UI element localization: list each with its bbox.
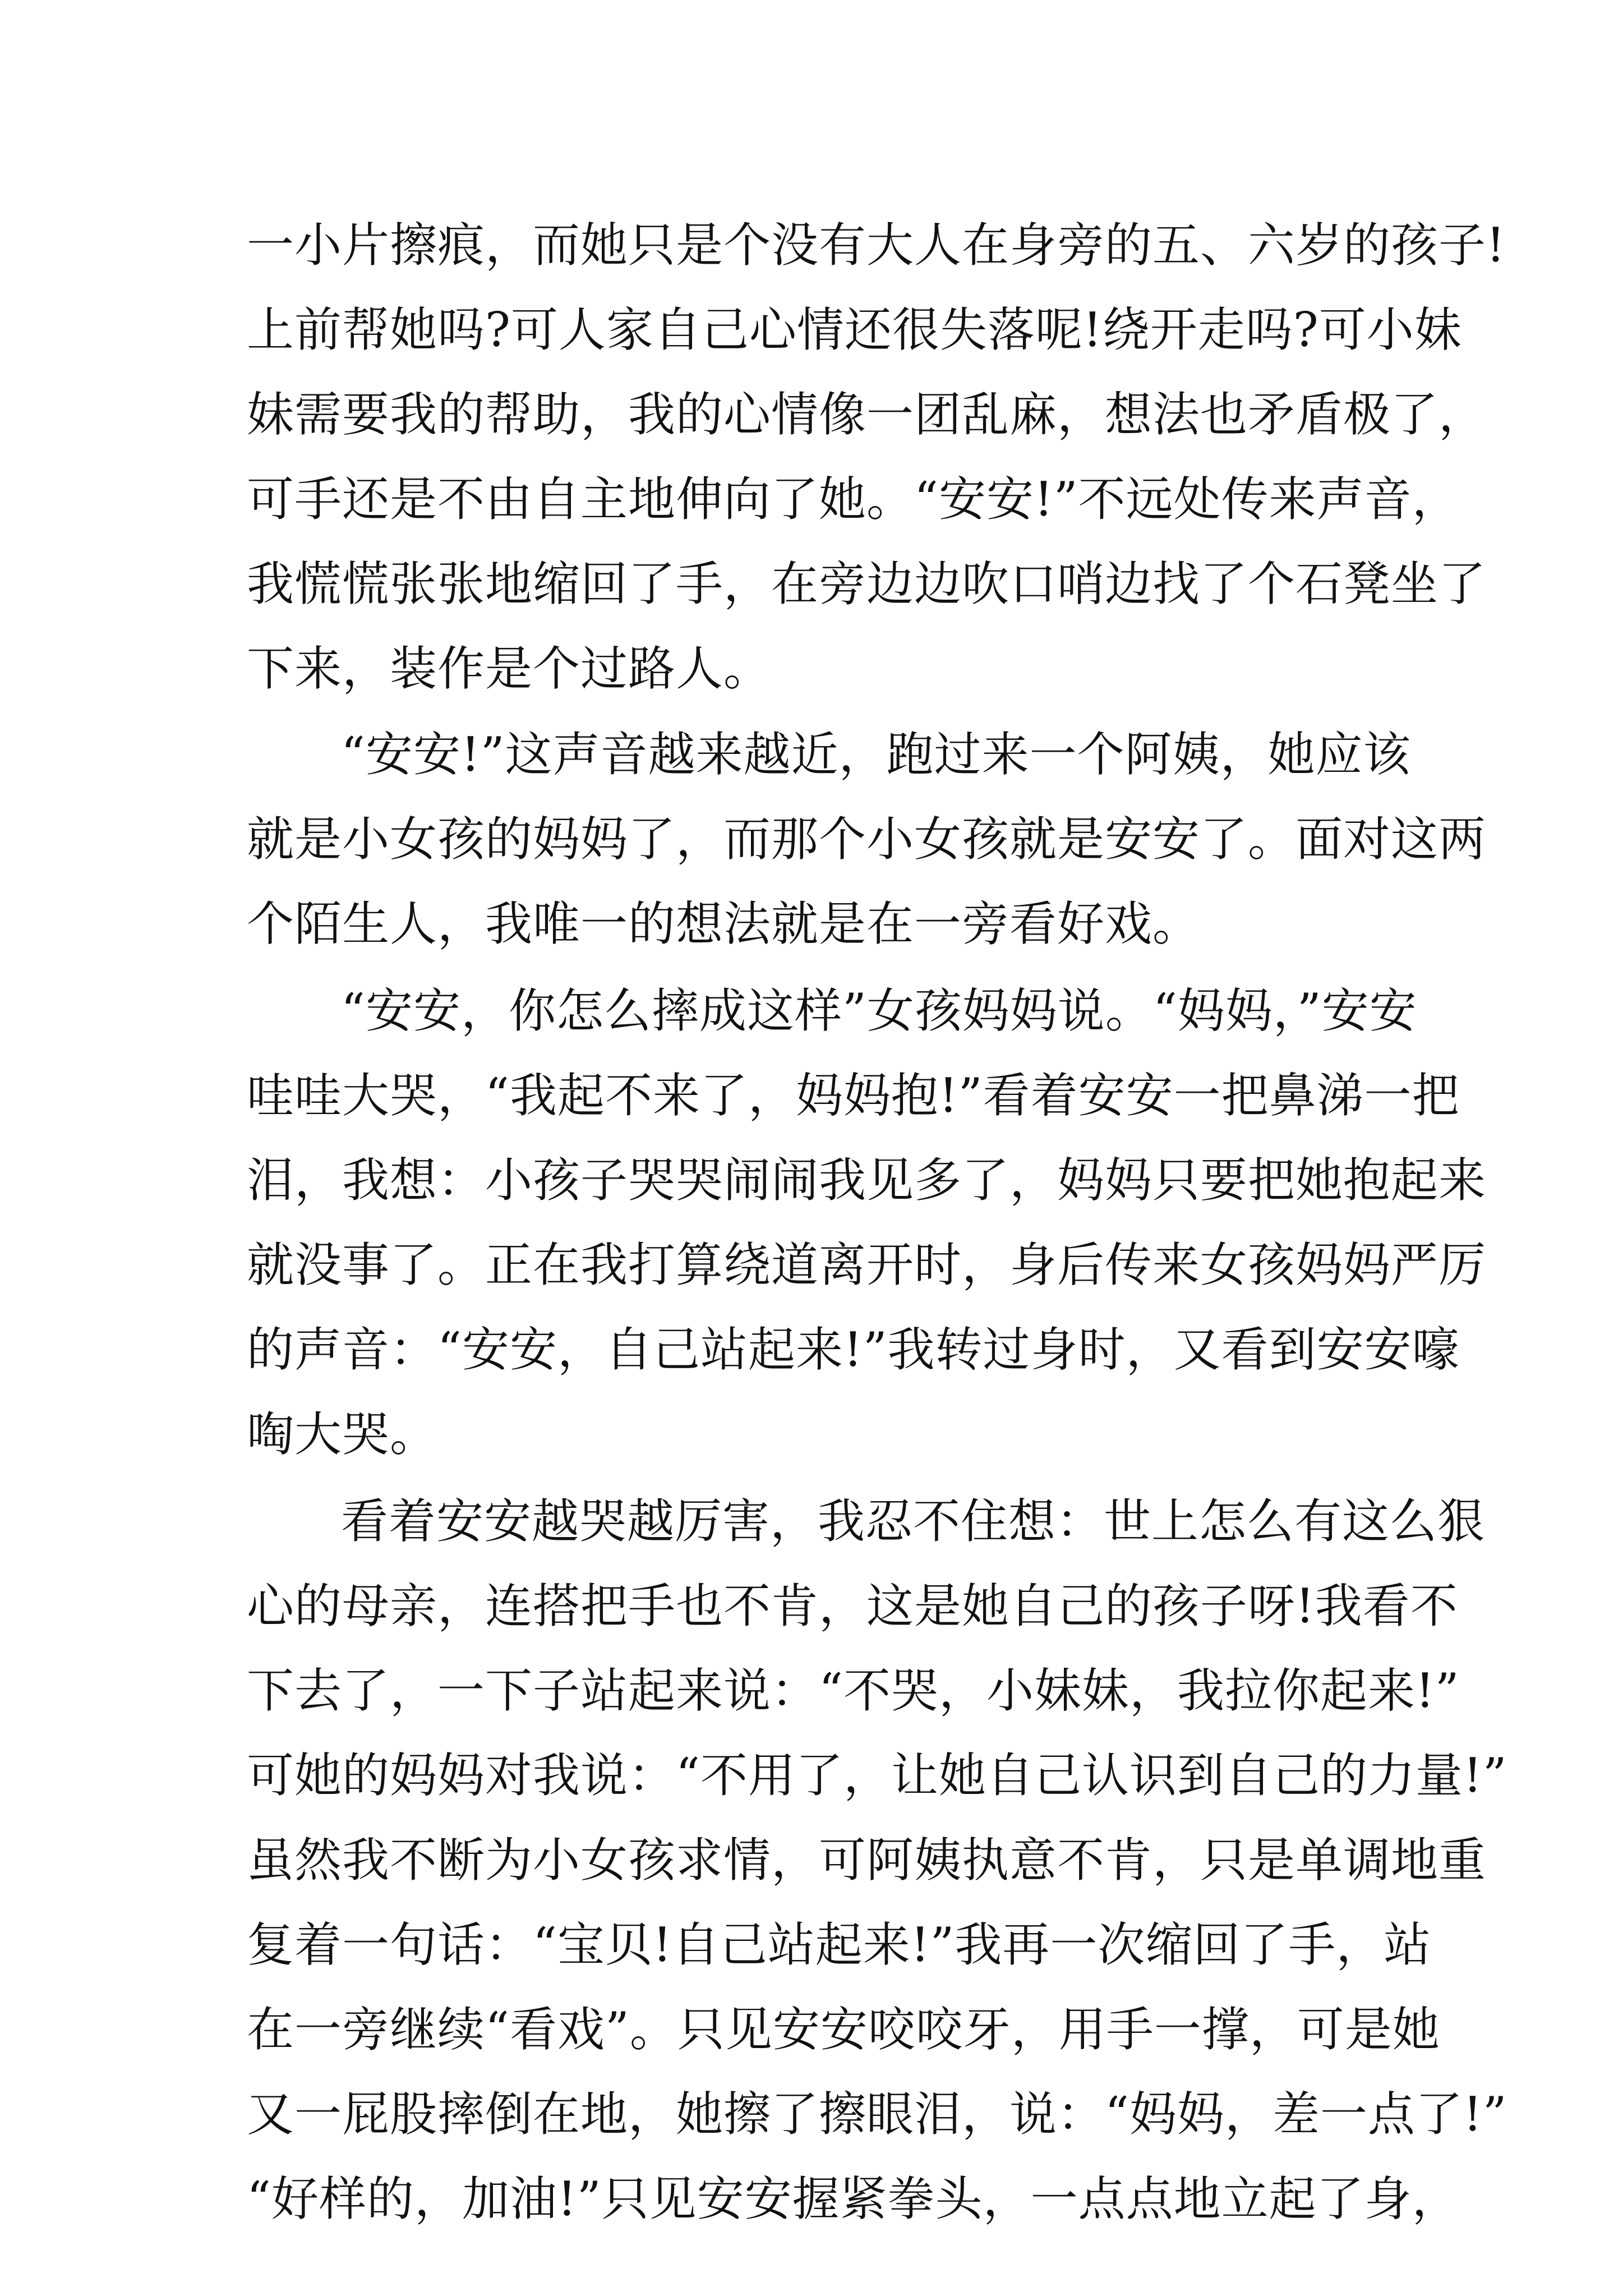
- text-line: 虽然我不断为小女孩求情，可阿姨执意不肯，只是单调地重: [247, 1833, 1487, 1888]
- text-line: 就是小女孩的妈妈了，而那个小女孩就是安安了。面对这两: [247, 812, 1487, 867]
- text-line: 妹需要我的帮助，我的心情像一团乱麻，想法也矛盾极了，: [247, 387, 1487, 442]
- text-line: 复着一句话：“宝贝!自己站起来!”我再一次缩回了手，站: [247, 1917, 1432, 1972]
- text-line: 一小片擦痕，而她只是个没有大人在身旁的五、六岁的孩子!: [247, 218, 1506, 273]
- text-line: 上前帮她吗?可人家自己心情还很失落呢!绕开走吗?可小妹: [247, 302, 1462, 357]
- text-line: 的声音：“安安，自己站起来!”我转过身时，又看到安安嚎: [247, 1322, 1460, 1377]
- paragraph-start-line: 看着安安越哭越厉害，我忍不住想：世上怎么有这么狠: [341, 1494, 1486, 1549]
- text-line: 下来，装作是个过路人。: [247, 641, 772, 696]
- text-line: 又一屁股摔倒在地，她擦了擦眼泪，说：“妈妈，差一点了!”: [247, 2087, 1507, 2142]
- text-line: 哇哇大哭，“我起不来了，妈妈抱!”看着安安一把鼻涕一把: [247, 1068, 1460, 1123]
- text-line: 可手还是不由自主地伸向了她。“安安!”不远处传来声音，: [247, 472, 1460, 527]
- paragraph-start-line: “安安!”这声音越来越近，跑过来一个阿姨，她应该: [341, 727, 1411, 782]
- text-line: 就没事了。正在我打算绕道离开时，身后传来女孩妈妈严厉: [247, 1237, 1487, 1292]
- text-line: 下去了，一下子站起来说：“不哭，小妹妹，我拉你起来!”: [247, 1663, 1460, 1718]
- text-line: 在一旁继续“看戏”。只见安安咬咬牙，用手一撑，可是她: [247, 2002, 1440, 2057]
- text-line: “好样的，加油!”只见安安握紧拳头，一点点地立起了身，: [247, 2171, 1460, 2226]
- paragraph-start-line: “安安，你怎么摔成这样”女孩妈妈说。“妈妈，”安安: [341, 983, 1417, 1038]
- text-line: 心的母亲，连搭把手也不肯，这是她自己的孩子呀!我看不: [247, 1579, 1458, 1634]
- text-line: 啕大哭。: [247, 1407, 438, 1462]
- text-line: 我慌慌张张地缩回了手，在旁边边吹口哨边找了个石凳坐了: [247, 556, 1487, 611]
- text-line: 泪，我想：小孩子哭哭闹闹我见多了，妈妈只要把她抱起来: [247, 1153, 1487, 1208]
- text-line: 可她的妈妈对我说：“不用了，让她自己认识到自己的力量!”: [247, 1748, 1507, 1803]
- text-line: 个陌生人，我唯一的想法就是在一旁看好戏。: [247, 896, 1201, 951]
